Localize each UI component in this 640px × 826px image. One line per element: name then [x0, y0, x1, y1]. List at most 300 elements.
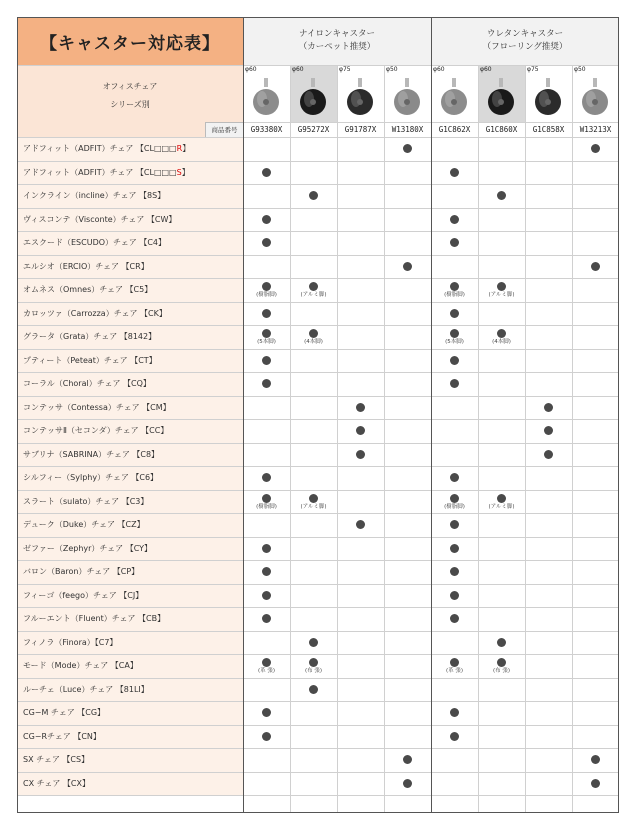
compatibility-cell [478, 654, 525, 678]
caster-size-label: φ60 [292, 66, 304, 73]
compatibility-cell [478, 466, 525, 490]
compatibility-cell [243, 419, 290, 443]
compatibility-cell [525, 231, 572, 255]
grid-line [525, 65, 526, 813]
compatibility-cell [337, 772, 384, 796]
compatible-mark-icon [450, 708, 459, 717]
compatible-mark-icon [450, 356, 459, 365]
compatibility-cell [384, 725, 431, 749]
compatibility-cell [243, 255, 290, 279]
compatibility-cell [431, 701, 478, 725]
compatibility-cell [525, 255, 572, 279]
chair-series-name [17, 772, 243, 796]
compatible-mark-icon [403, 779, 412, 788]
compatible-mark-icon [403, 144, 412, 153]
caster-ball-black-icon [296, 77, 330, 117]
series-header [17, 65, 243, 137]
product-image-cell [572, 65, 619, 122]
compatible-mark-icon [262, 732, 271, 741]
compatible-mark-icon [450, 379, 459, 388]
compatible-mark-icon [262, 614, 271, 623]
product-code: G95272X [290, 122, 337, 137]
compatibility-cell [478, 443, 525, 467]
compatibility-cell [384, 137, 431, 161]
compatibility-cell [478, 678, 525, 702]
grid-line [243, 17, 244, 813]
compatibility-cell [525, 161, 572, 185]
compatibility-cell [243, 325, 290, 349]
compatible-mark-icon [450, 238, 459, 247]
compatibility-cell [525, 466, 572, 490]
grid-line [384, 65, 385, 813]
compatibility-cell [572, 396, 619, 420]
compatibility-cell [572, 607, 619, 631]
compatibility-cell [478, 701, 525, 725]
chair-series-label: インクライン（incline）チェア 【8S】 [23, 191, 166, 201]
compatibility-cell [525, 560, 572, 584]
compatible-mark-icon [309, 685, 318, 694]
compatibility-cell [431, 255, 478, 279]
compatibility-cell [243, 701, 290, 725]
compatibility-cell [290, 161, 337, 185]
compatibility-cell [572, 302, 619, 326]
compatibility-cell [478, 137, 525, 161]
caster-size-label: φ75 [339, 66, 351, 73]
compatible-mark-icon [262, 494, 271, 503]
grid-line [17, 725, 619, 726]
chair-series-bracket-end: 】 [181, 167, 190, 177]
grid-line [337, 65, 338, 813]
chair-series-label: グラータ（Grata）チェア 【8142】 [23, 332, 157, 342]
compatibility-cell [243, 137, 290, 161]
compatible-mark-icon [450, 520, 459, 529]
compatibility-cell [572, 372, 619, 396]
compatibility-note: (樹脂脚) [444, 503, 465, 510]
compatible-mark-icon [262, 473, 271, 482]
chair-series-label: モード（Mode）チェア 【CA】 [23, 661, 138, 671]
grid-line [478, 65, 479, 813]
compatibility-note: (布 張) [304, 668, 323, 675]
compatible-mark-icon [544, 403, 553, 412]
chair-series-label: コンテッサⅡ（セコンダ）チェア 【CC】 [23, 426, 169, 436]
compatibility-cell [572, 278, 619, 302]
compatibility-cell [431, 325, 478, 349]
compatible-mark-icon [262, 282, 271, 291]
grid-line [17, 537, 619, 538]
compatibility-cell [290, 560, 337, 584]
compatibility-cell [243, 725, 290, 749]
chair-series-name [17, 208, 243, 232]
chair-series-label: エスクード（ESCUDO）チェア 【C4】 [23, 238, 167, 248]
compatibility-cell [243, 537, 290, 561]
compatibility-cell [525, 678, 572, 702]
product-code-label: 商品番号 [205, 122, 243, 137]
chair-series-name [17, 255, 243, 279]
chair-series-name [17, 278, 243, 302]
grid-line [17, 772, 619, 773]
compatible-mark-icon [309, 658, 318, 667]
compatibility-cell [384, 537, 431, 561]
compatibility-cell [384, 631, 431, 655]
product-code: G1C862X [431, 122, 478, 137]
compatibility-cell [525, 725, 572, 749]
product-image-cell [478, 65, 525, 122]
compatible-mark-icon [450, 544, 459, 553]
compatibility-note: (アルミ脚) [488, 292, 515, 299]
compatibility-cell [431, 748, 478, 772]
caster-gray-nylon-icon [249, 77, 283, 117]
chair-series-name [17, 654, 243, 678]
compatibility-cell [243, 490, 290, 514]
nylon-group-subtitle: （カーペット推奨） [298, 42, 376, 52]
compatibility-cell [572, 137, 619, 161]
compatibility-cell [290, 349, 337, 373]
compatibility-cell [384, 302, 431, 326]
compatibility-cell [243, 466, 290, 490]
grid-line [17, 278, 619, 279]
compatibility-cell [478, 396, 525, 420]
compatibility-cell [572, 631, 619, 655]
chair-series-name [17, 701, 243, 725]
compatibility-cell [243, 584, 290, 608]
compatible-mark-icon [544, 450, 553, 459]
compatibility-note: (アルミ脚) [488, 503, 515, 510]
compatibility-cell [337, 302, 384, 326]
compatible-mark-icon [497, 658, 506, 667]
nylon-caster-group-header [243, 17, 431, 65]
compatibility-cell [572, 725, 619, 749]
compatibility-cell [337, 560, 384, 584]
compatibility-cell [337, 490, 384, 514]
compatible-mark-icon [403, 755, 412, 764]
compatibility-cell [525, 443, 572, 467]
compatibility-cell [337, 466, 384, 490]
chair-series-name [17, 466, 243, 490]
caster-size-label: φ60 [245, 66, 257, 73]
compatibility-cell [572, 325, 619, 349]
product-image-cell [431, 65, 478, 122]
compatibility-cell [431, 490, 478, 514]
compatibility-cell [525, 701, 572, 725]
compatibility-cell [290, 302, 337, 326]
compatibility-cell [525, 772, 572, 796]
compatibility-cell [243, 184, 290, 208]
compatibility-cell [431, 678, 478, 702]
grid-line [17, 701, 619, 702]
compatibility-cell [431, 725, 478, 749]
compatibility-cell [384, 325, 431, 349]
compatibility-cell [384, 443, 431, 467]
compatibility-cell [243, 678, 290, 702]
compatibility-note: (布 張) [492, 668, 511, 675]
compatibility-cell [337, 584, 384, 608]
compatibility-cell [337, 419, 384, 443]
compatibility-cell [431, 208, 478, 232]
compatible-mark-icon [356, 426, 365, 435]
compatibility-note: (樹脂脚) [444, 292, 465, 299]
compatibility-cell [525, 137, 572, 161]
chair-series-name [17, 419, 243, 443]
product-code: W13213X [572, 122, 619, 137]
compatibility-cell [243, 208, 290, 232]
compatibility-cell [290, 631, 337, 655]
compatibility-cell [384, 772, 431, 796]
compatibility-cell [572, 748, 619, 772]
grid-line [290, 65, 291, 813]
compatibility-cell [337, 231, 384, 255]
grid-line [572, 65, 573, 813]
compatibility-cell [384, 678, 431, 702]
grid-line [17, 560, 619, 561]
compatibility-cell [337, 325, 384, 349]
compatibility-cell [290, 654, 337, 678]
compatibility-cell [337, 607, 384, 631]
page-title: 【キャスター対応表】 [17, 17, 243, 65]
compatibility-note: (樹脂脚) [256, 503, 277, 510]
grid-line [17, 17, 18, 813]
compatible-mark-icon [450, 732, 459, 741]
compatibility-cell [431, 278, 478, 302]
caster-size-label: φ60 [480, 66, 492, 73]
compatibility-cell [478, 372, 525, 396]
compatibility-cell [525, 537, 572, 561]
compatibility-cell [525, 349, 572, 373]
compatibility-cell [478, 725, 525, 749]
compatible-mark-icon [262, 708, 271, 717]
compatibility-cell [384, 278, 431, 302]
compatibility-cell [478, 537, 525, 561]
compatible-mark-icon [262, 309, 271, 318]
product-code: G1C858X [525, 122, 572, 137]
compatible-mark-icon [403, 262, 412, 271]
compatibility-cell [384, 513, 431, 537]
compatibility-cell [525, 490, 572, 514]
compatible-mark-icon [309, 329, 318, 338]
compatibility-cell [337, 678, 384, 702]
compatibility-cell [243, 631, 290, 655]
compatibility-cell [572, 560, 619, 584]
compatible-mark-icon [450, 309, 459, 318]
product-code: G91787X [337, 122, 384, 137]
grid-line [17, 396, 619, 397]
compatibility-note: (4本脚) [304, 339, 323, 346]
chair-series-label: ルーチェ（Luce）チェア 【81LI】 [23, 684, 149, 694]
compatibility-cell [384, 490, 431, 514]
caster-size-label: φ60 [433, 66, 445, 73]
compatible-mark-icon [262, 379, 271, 388]
compatible-mark-icon [309, 282, 318, 291]
compatibility-cell [431, 607, 478, 631]
compatibility-cell [572, 443, 619, 467]
compatibility-cell [478, 607, 525, 631]
urethane-group-title: ウレタンキャスター [486, 29, 564, 39]
compatible-mark-icon [497, 638, 506, 647]
compatibility-cell [431, 443, 478, 467]
compatibility-cell [337, 208, 384, 232]
compatible-mark-icon [591, 262, 600, 271]
compatibility-cell [384, 396, 431, 420]
compatibility-cell [384, 419, 431, 443]
compatible-mark-icon [450, 494, 459, 503]
compatibility-cell [290, 537, 337, 561]
compatibility-cell [384, 161, 431, 185]
compatible-mark-icon [262, 544, 271, 553]
chair-series-label: プティート（Peteat）チェア 【CT】 [23, 355, 157, 365]
compatibility-cell [243, 443, 290, 467]
compatible-mark-icon [497, 282, 506, 291]
caster-size-label: φ50 [574, 66, 586, 73]
compatibility-cell [525, 372, 572, 396]
compatibility-cell [572, 772, 619, 796]
compatibility-cell [337, 161, 384, 185]
compatibility-cell [572, 701, 619, 725]
compatible-mark-icon [356, 450, 365, 459]
grid-line [17, 584, 619, 585]
compatibility-cell [431, 372, 478, 396]
caster-hooded-gray-icon [578, 77, 612, 117]
chair-series-name [17, 137, 243, 161]
product-code: G93380X [243, 122, 290, 137]
compatibility-cell [572, 490, 619, 514]
compatibility-cell [243, 349, 290, 373]
compatibility-cell [525, 302, 572, 326]
compatible-mark-icon [262, 567, 271, 576]
compatible-mark-icon [262, 356, 271, 365]
series-label-line2: シリーズ別 [110, 100, 150, 109]
compatibility-cell [572, 419, 619, 443]
chair-series-name [17, 748, 243, 772]
compatibility-cell [525, 584, 572, 608]
chair-series-label: CG−Rチェア 【CN】 [23, 731, 101, 741]
chair-series-label: CG−M チェア 【CG】 [23, 708, 106, 718]
caster-hooded-gray-icon [390, 77, 424, 117]
compatibility-cell [384, 607, 431, 631]
compatibility-cell [525, 607, 572, 631]
compatibility-cell [384, 466, 431, 490]
compatibility-cell [572, 584, 619, 608]
compatibility-cell [478, 772, 525, 796]
compatibility-cell [384, 349, 431, 373]
grid-line [17, 137, 619, 138]
compatibility-cell [572, 161, 619, 185]
compatibility-cell [243, 278, 290, 302]
compatibility-cell [290, 184, 337, 208]
compatibility-cell [478, 560, 525, 584]
chair-series-name [17, 490, 243, 514]
grid-line [17, 678, 619, 679]
compatibility-cell [431, 466, 478, 490]
compatible-mark-icon [450, 591, 459, 600]
chair-series-label: カロッツァ（Carrozza）チェア 【CK】 [23, 308, 167, 318]
compatibility-cell [384, 654, 431, 678]
compatibility-cell [525, 631, 572, 655]
compatibility-cell [290, 584, 337, 608]
compatibility-cell [525, 325, 572, 349]
compatibility-cell [478, 419, 525, 443]
grid-line [17, 65, 619, 66]
chair-series-label: シルフィー（Sylphy）チェア 【C6】 [23, 473, 159, 483]
grid-line [17, 466, 619, 467]
compatible-mark-icon [450, 215, 459, 224]
caster-size-label: φ50 [386, 66, 398, 73]
compatibility-cell [572, 184, 619, 208]
compatibility-cell [431, 654, 478, 678]
chair-series-label: フィノラ（Finora）【C7】 [23, 637, 118, 647]
compatibility-cell [290, 396, 337, 420]
caster-compatibility-table [17, 17, 619, 813]
compatibility-note: (5本脚) [445, 339, 464, 346]
compatible-mark-icon [450, 473, 459, 482]
compatibility-cell [290, 748, 337, 772]
compatibility-cell [431, 231, 478, 255]
compatibility-cell [478, 325, 525, 349]
compatibility-cell [525, 208, 572, 232]
compatibility-cell [243, 748, 290, 772]
compatibility-cell [384, 748, 431, 772]
compatible-mark-icon [356, 403, 365, 412]
compatibility-cell [431, 584, 478, 608]
compatibility-cell [572, 208, 619, 232]
compatibility-cell [572, 231, 619, 255]
compatibility-cell [290, 607, 337, 631]
chair-series-name [17, 537, 243, 561]
compatibility-cell [478, 161, 525, 185]
chair-series-name [17, 325, 243, 349]
chair-series-label: アドフィット（ADFIT）チェア 【CL□□□ [23, 144, 177, 154]
chair-series-label: ヴィスコンテ（Visconte）チェア 【CW】 [23, 214, 177, 224]
compatibility-cell [431, 349, 478, 373]
grid-line [17, 748, 619, 749]
compatibility-cell [478, 278, 525, 302]
grid-line [17, 443, 619, 444]
compatible-mark-icon [309, 494, 318, 503]
compatibility-cell [431, 772, 478, 796]
compatibility-cell [384, 560, 431, 584]
compatibility-cell [290, 772, 337, 796]
compatible-mark-icon [450, 567, 459, 576]
chair-series-label: フィーゴ（feego）チェア 【CJ】 [23, 590, 144, 600]
compatibility-cell [243, 396, 290, 420]
compatibility-cell [384, 208, 431, 232]
grid-line [17, 208, 619, 209]
compatibility-cell [243, 607, 290, 631]
compatibility-cell [290, 137, 337, 161]
product-code: G1C860X [478, 122, 525, 137]
compatible-mark-icon [497, 191, 506, 200]
compatibility-cell [478, 349, 525, 373]
compatible-mark-icon [450, 282, 459, 291]
grid-line [17, 17, 619, 18]
compatibility-cell [337, 372, 384, 396]
chair-series-variant-code: R [176, 144, 183, 154]
compatible-mark-icon [262, 658, 271, 667]
compatibility-cell [478, 748, 525, 772]
compatibility-cell [572, 349, 619, 373]
compatible-mark-icon [450, 329, 459, 338]
compatibility-cell [478, 208, 525, 232]
chair-series-name [17, 302, 243, 326]
series-label-line1: オフィスチェア [102, 82, 158, 91]
compatibility-cell [243, 231, 290, 255]
chair-series-name [17, 161, 243, 185]
compatibility-cell [337, 137, 384, 161]
compatibility-cell [337, 701, 384, 725]
compatibility-cell [525, 654, 572, 678]
compatibility-cell [478, 231, 525, 255]
grid-line [17, 631, 619, 632]
compatibility-note: (革 張) [257, 668, 276, 675]
chair-series-label: アドフィット（ADFIT）チェア 【CL□□□ [23, 167, 177, 177]
